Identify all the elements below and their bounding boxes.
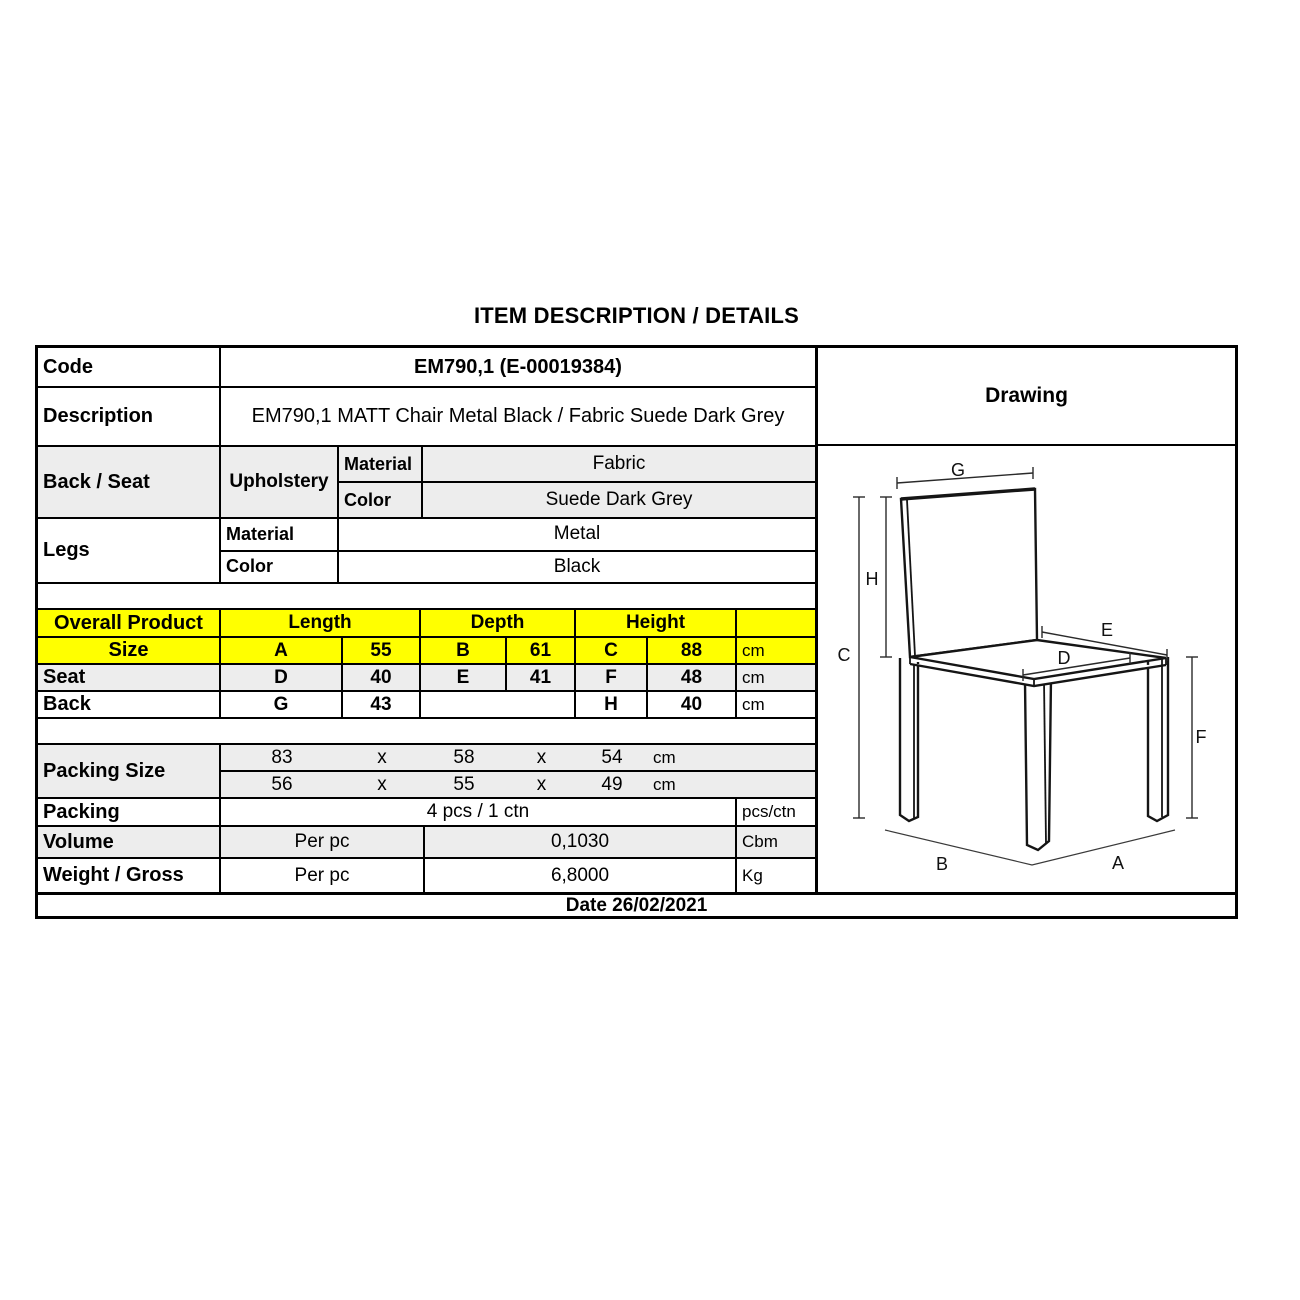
packing-size-1-x: x: [536, 746, 547, 768]
drawing-title: Drawing: [818, 348, 1235, 446]
dim-letter-g: G: [221, 692, 343, 717]
packing-value: 4 pcs / 1 ctn: [221, 799, 737, 825]
size-header-row: [38, 610, 815, 638]
code-label: Code: [38, 348, 221, 386]
legs-subrows: [221, 519, 815, 582]
dim-value-d: 40: [343, 665, 421, 690]
size-seat-row: [38, 665, 815, 692]
legs-material-value: Metal: [553, 523, 601, 545]
back-seat-color-value: Suede Dark Grey: [545, 489, 693, 510]
size-header-depth: Depth: [421, 610, 576, 636]
dim-label-c: C: [837, 645, 851, 665]
packing-size-1-height: 54: [601, 746, 623, 768]
packing-size-2-x: x: [536, 773, 547, 795]
chair-drawing: [818, 446, 1235, 892]
back-seat-material-label: Material: [339, 447, 423, 481]
spacer-row: [38, 719, 815, 745]
size-header-unit-cell: [737, 610, 815, 636]
back-row-unit: cm: [742, 694, 765, 714]
dim-label-e: E: [1100, 620, 1114, 640]
packing-size-2-length: 56: [271, 773, 293, 795]
weight-label: Weight / Gross: [38, 859, 221, 892]
packing-row: [38, 799, 815, 827]
description-value: EM790,1 MATT Chair Metal Black / Fabric Suede Dark Grey: [251, 405, 785, 427]
packing-size-1-depth: 58: [453, 746, 475, 768]
packing-size-block: [38, 745, 815, 799]
back-seat-color-label: Color: [339, 483, 423, 517]
size-overall-row: [38, 638, 815, 665]
packing-size-2-unit: cm: [653, 774, 676, 794]
dim-letter-d: D: [221, 665, 343, 690]
dim-letter-f: F: [576, 665, 648, 690]
weight-value: 6,8000: [425, 859, 737, 892]
weight-row: [38, 859, 815, 892]
dim-label-f: F: [1195, 727, 1207, 747]
packing-unit: pcs/ctn: [742, 802, 796, 821]
volume-unit: Cbm: [742, 832, 778, 851]
packing-label: Packing: [38, 799, 221, 825]
legs-color-label: Color: [221, 552, 339, 583]
dim-label-b: B: [935, 854, 949, 874]
date-row: [38, 892, 1235, 916]
dim-label-a: A: [1111, 853, 1125, 873]
chair-front-leg: [1025, 677, 1051, 850]
back-seat-subrows: [339, 447, 815, 517]
size-overall-label: Size: [38, 638, 221, 663]
packing-size-2-x: x: [377, 773, 387, 795]
dim-letter-h: H: [576, 692, 648, 717]
chair-drawing-svg: [818, 446, 1235, 892]
volume-row: [38, 827, 815, 859]
size-header-overall: Overall Product: [38, 610, 221, 636]
chair-right-leg: [1148, 657, 1168, 821]
legs-color-value: Black: [553, 555, 601, 577]
table-body: [38, 348, 1235, 892]
page-title: ITEM DESCRIPTION / DETAILS: [473, 303, 800, 328]
back-seat-color-row: [339, 483, 815, 517]
legs-color-row: [221, 552, 815, 583]
legs-label: Legs: [38, 519, 221, 582]
dim-value-e: 41: [507, 665, 576, 690]
dim-letter-a: A: [221, 638, 343, 663]
dim-label-g: G: [950, 460, 966, 480]
date-text: Date 26/02/2021: [565, 894, 708, 916]
dim-letter-c: C: [576, 638, 648, 663]
packing-size-2-depth: 55: [453, 773, 475, 795]
volume-basis: Per pc: [221, 827, 425, 857]
spec-columns: [38, 348, 818, 892]
dim-value-h: 40: [648, 692, 737, 717]
packing-size-2-height: 49: [601, 773, 623, 795]
back-seat-label: Back / Seat: [38, 447, 221, 517]
dim-value-a: 55: [343, 638, 421, 663]
chair-back-left-leg: [900, 658, 918, 821]
size-overall-unit: cm: [742, 640, 765, 660]
dim-letter-b: B: [421, 638, 507, 663]
drawing-panel: [818, 348, 1235, 892]
legs-material-label: Material: [221, 519, 339, 550]
back-row-label: Back: [38, 692, 221, 717]
dim-value-b: 61: [507, 638, 576, 663]
back-seat-block: [38, 447, 815, 519]
spacer-row: [38, 584, 815, 610]
seat-row-label: Seat: [38, 665, 221, 690]
dim-label-h: H: [865, 569, 879, 589]
packing-size-1-x: x: [377, 746, 387, 768]
packing-size-1-length: 83: [271, 746, 293, 768]
packing-size-row-2: [221, 772, 815, 797]
packing-size-rows: [221, 745, 815, 797]
description-label: Description: [38, 388, 221, 445]
description-row: [38, 388, 815, 447]
size-header-height: Height: [576, 610, 737, 636]
upholstery-label: Upholstery: [221, 447, 339, 517]
chair-backrest: [901, 489, 1037, 657]
packing-size-row-1: [221, 745, 815, 772]
weight-basis: Per pc: [221, 859, 425, 892]
code-row: [38, 348, 815, 388]
code-value: EM790,1 (E-00019384): [414, 355, 622, 378]
legs-block: [38, 519, 815, 584]
back-seat-material-value: Fabric: [592, 453, 646, 474]
weight-unit: Kg: [742, 865, 763, 885]
dim-value-c: 88: [648, 638, 737, 663]
seat-row-unit: cm: [742, 667, 765, 687]
dim-value-f: 48: [648, 665, 737, 690]
back-seat-material-row: [339, 447, 815, 483]
back-row-empty-cell: [421, 692, 576, 717]
volume-label: Volume: [38, 827, 221, 857]
spec-table: [35, 345, 1238, 919]
legs-material-row: [221, 519, 815, 552]
size-header-length: Length: [221, 610, 421, 636]
size-back-row: [38, 692, 815, 719]
dim-letter-e: E: [421, 665, 507, 690]
dim-label-d: D: [1057, 648, 1071, 668]
packing-size-label: Packing Size: [38, 745, 221, 797]
packing-size-1-unit: cm: [653, 747, 676, 767]
volume-value: 0,1030: [425, 827, 737, 857]
dim-value-g: 43: [343, 692, 421, 717]
